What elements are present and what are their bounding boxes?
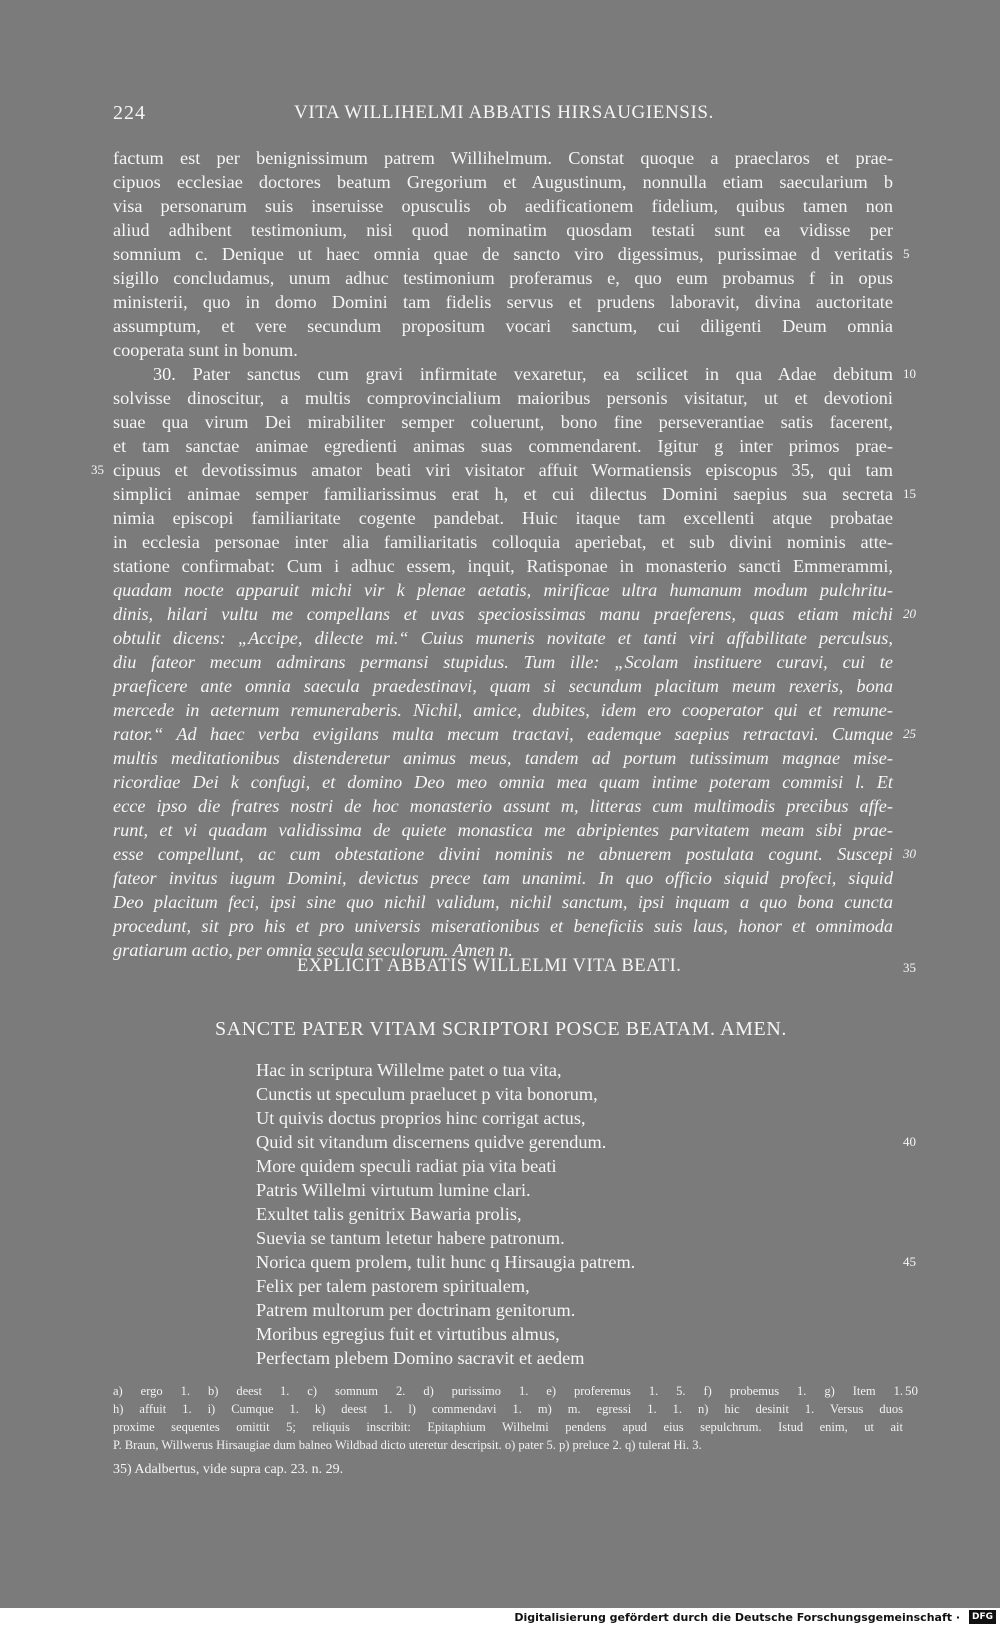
verse-text: Suevia se tantum letetur habere patronum.: [256, 1228, 565, 1248]
line-text: cipuus et devotissimus amator beati viri visitator affuit Wormatiensis episcopus 35, qui tam: [113, 460, 893, 480]
verse-text: Patris Willelmi virtutum lumine clari.: [256, 1180, 531, 1200]
text-line: [113, 890, 893, 914]
verse-text: Quid sit vitandum discernens quidve gerendum.: [256, 1132, 607, 1152]
line-text: praeficere ante omnia saecula praedestinavi, quam si secundum placitum meum rexeris, bona: [113, 676, 893, 696]
line-text: nimia episcopi familiaritate cogente pandebat. Huic itaque tam excellenti atque probatae: [113, 508, 893, 528]
line-text: Deo placitum feci, ipsi sine quo nichil validum, nichil sanctum, ipsi inquam a quo bona cuncta: [113, 892, 893, 912]
dfg-logo: DFG: [969, 1610, 996, 1624]
text-line: [113, 602, 916, 626]
line-text: assumptum, et vere secundum propositum vocari sanctum, cui diligenti Deum omnia: [113, 316, 893, 336]
line-text: cooperata sunt in bonum.: [113, 340, 298, 360]
line-number: 40: [903, 1134, 916, 1149]
verse-line: [256, 1322, 896, 1346]
text-line: [113, 194, 893, 218]
text-line: [113, 314, 893, 338]
line-text: solvisse dinoscitur, a multis comprovincialium maioribus personis visitatur, ut et devotioni: [113, 388, 893, 408]
line-text: mercede in aeternum remuneraberis. Nichil, amice, dubites, idem ero cooperator qui et remune-: [113, 700, 893, 720]
line-text: ricordiae Dei k confugi, et domino Deo meo omnia mea quam intime poteram commisi l. Et: [113, 772, 893, 792]
critical-apparatus: [113, 1382, 918, 1454]
apparatus-text: P. Braun, Willwerus Hirsaugiae dum balneo Wildbad dicto uteretur descripsit. o) pater 5. p) preluce 2. q) tulerat Hi. 3.: [113, 1438, 702, 1452]
line-text: rator.“ Ad haec verba evigilans multa mecum tractavi, eademque saepius retractavi. Cumque: [113, 724, 893, 744]
line-text: statione confirmabat: Cum i adhuc essem, inquit, Ratisponae in monasterio sancti Emmerammi,: [113, 556, 893, 576]
verse-text: More quidem speculi radiat pia vita beati: [256, 1156, 557, 1176]
text-line: [113, 554, 893, 578]
text-line: [91, 458, 893, 482]
text-line: [113, 626, 893, 650]
line-number: 50: [905, 1383, 918, 1398]
text-line: [113, 578, 893, 602]
apparatus-text: a) ergo 1. b) deest 1. c) somnum 2. d) purissimo 1. e) proferemus 1. 5. f) probemus 1. g) Item 1.: [113, 1384, 903, 1398]
text-line: [113, 146, 893, 170]
explicit-line: EXPLICIT ABBATIS WILLELMI VITA BEATI.: [297, 956, 682, 976]
line-text: multis meditationibus distenderetur animus meus, tandem ad portum tutissimum magnae mise-: [113, 748, 893, 768]
line-number: 35: [903, 960, 916, 975]
line-text: cipuos ecclesiae doctores beatum Gregorium et Augustinum, nonnulla etiam saecularium b: [113, 172, 893, 192]
text-line: [113, 722, 916, 746]
line-number: 20: [903, 606, 916, 621]
verse-line: [256, 1346, 896, 1370]
apparatus-line: [113, 1436, 903, 1454]
margin-number: 35: [91, 462, 104, 477]
line-text: et tam sanctae animae egredienti animas suas commendarent. Igitur g inter primos prae-: [113, 436, 893, 456]
line-text: obtulit dicens: „Accipe, dilecte mi.“ Cuius muneris novitate et tanti viri affabilitate perculsus,: [113, 628, 893, 648]
verse-text: Exultet talis genitrix Bawaria prolis,: [256, 1204, 522, 1224]
verse-text: Felix per talem pastorem spiritualem,: [256, 1276, 530, 1296]
text-line: [113, 530, 893, 554]
line-text: dinis, hilari vultu me compellans et uvas speciosissimas manu praeferens, quas etiam michi: [113, 604, 893, 624]
line-text: quadam nocte apparuit michi vir k plenae aetatis, mirificae ultra humanum modum pulchritu-: [113, 580, 893, 600]
line-number: 25: [903, 726, 916, 741]
text-line: [113, 362, 916, 386]
text-line: [113, 506, 893, 530]
line-text: esse compellunt, ac cum obtestatione divini nominis ne abnuerem postulata cogunt. Suscepi: [113, 844, 893, 864]
line-text: aliud adhibent testimonium, nisi quod nominatim quosdam testati sunt ea vidisse per: [113, 220, 893, 240]
verse-line: [256, 1106, 896, 1130]
page-header: [0, 102, 1000, 130]
line-text: simplici animae semper familiarissimus erat h, et cui dilectus Domini saepius sua secreta: [113, 484, 893, 504]
text-line: [113, 290, 893, 314]
text-line: [113, 746, 893, 770]
text-line: [113, 818, 893, 842]
verse-line: [256, 1274, 896, 1298]
text-line: [113, 914, 893, 938]
verse-text: Cunctis ut speculum praelucet p vita bonorum,: [256, 1084, 598, 1104]
funding-notice: Digitalisierung gefördert durch die Deutsche Forschungsgemeinschaft ·: [514, 1611, 960, 1624]
text-line: [113, 410, 893, 434]
line-text: fateor invitus iugum Domini, devictus prece tam unanimi. In quo officio siquid profeci, siquid: [113, 868, 893, 888]
line-text: in ecclesia personae inter alia familiaritatis colloquia aperiebat, et sub divini nominis atte-: [113, 532, 893, 552]
page-number: 224: [113, 102, 146, 124]
line-text: 30. Pater sanctus cum gravi infirmitate vexaretur, ea scilicet in qua Adae debitum: [153, 364, 893, 384]
line-number: 10: [903, 366, 916, 381]
text-line: [113, 698, 893, 722]
line-text: visa personarum suis inseruisse opusculis ob aedificationem fidelium, quibus tamen non: [113, 196, 893, 216]
verse-text: Patrem multorum per doctrinam genitorum.: [256, 1300, 576, 1320]
text-line: [113, 266, 893, 290]
line-text: diu fateor mecum admirans permansi stupidus. Tum ille: „Scolam instituere curavi, cui te: [113, 652, 893, 672]
text-line: [113, 842, 916, 866]
verse-line: [256, 1058, 896, 1082]
text-line: [113, 170, 893, 194]
text-line: [113, 674, 893, 698]
verse-line: [256, 1202, 896, 1226]
line-text: gratiarum actio, per omnia secula seculorum. Amen n.: [113, 940, 513, 960]
verse-line: [256, 1130, 916, 1154]
line-text: factum est per benignissimum patrem Willihelmum. Constat quoque a praeclaros et prae-: [113, 148, 893, 168]
verse-line: [256, 1250, 916, 1274]
verse-line: [256, 1178, 896, 1202]
text-line: [113, 770, 893, 794]
verse-block: [256, 1058, 916, 1370]
line-text: procedunt, sit pro his et pro universis miserationibus et beneficiis suis laus, honor et omnimoda: [113, 916, 893, 936]
section-title: SANCTE PATER VITAM SCRIPTORI POSCE BEATAM. AMEN.: [215, 1018, 787, 1040]
text-line: [113, 218, 893, 242]
text-line: [113, 386, 893, 410]
footnote: 35) Adalbertus, vide supra cap. 23. n. 29.: [113, 1462, 344, 1477]
verse-text: Perfectam plebem Domino sacravit et aedem: [256, 1348, 585, 1368]
verse-text: Hac in scriptura Willelme patet o tua vita,: [256, 1060, 562, 1080]
apparatus-line: [113, 1418, 903, 1436]
line-text: sigillo concludamus, unum adhuc testimonium proferamus e, quo eum probamus f in opus: [113, 268, 893, 288]
running-title: VITA WILLIHELMI ABBATIS HIRSAUGIENSIS.: [294, 102, 714, 123]
verse-text: Moribus egregius fuit et virtutibus almus,: [256, 1324, 560, 1344]
text-line: [113, 338, 893, 362]
text-line: [113, 866, 893, 890]
line-text: somnium c. Denique ut haec omnia quae de sancto viro digessimus, purissimae d veritatis: [113, 244, 893, 264]
line-number: 15: [903, 486, 916, 501]
verse-text: Norica quem prolem, tulit hunc q Hirsaugia patrem.: [256, 1252, 636, 1272]
apparatus-text: h) affuit 1. i) Cumque 1. k) deest 1. l) commendavi 1. m) m. egressi 1. 1. n) hic desinit 1. Versus duos: [113, 1402, 903, 1416]
text-line: [113, 650, 893, 674]
main-text: [91, 146, 916, 962]
text-line: [113, 794, 893, 818]
text-line: [113, 434, 893, 458]
line-number: 30: [903, 846, 916, 861]
apparatus-line: [113, 1400, 903, 1418]
line-text: runt, et vi quadam validissima de quiete monastica me abripientes parvitatem meam sibi prae-: [113, 820, 893, 840]
verse-line: [256, 1082, 896, 1106]
line-text: ecce ipso die fratres nostri de hoc monasterio assunt m, litteras cum multimodis precibus affe-: [113, 796, 893, 816]
verse-line: [256, 1154, 896, 1178]
line-text: ministerii, quo in domo Domini tam fidelis servus et prudens laboravit, divina auctoritate: [113, 292, 893, 312]
verse-line: [256, 1226, 896, 1250]
text-line: [113, 242, 910, 266]
verse-text: Ut quivis doctus proprios hinc corrigat actus,: [256, 1108, 586, 1128]
apparatus-line: [113, 1382, 918, 1400]
line-number: 5: [903, 246, 910, 261]
footer-bar: [0, 1608, 1000, 1629]
apparatus-text: proxime sequentes omittit 5; reliquis inscribit: Epitaphium Wilhelmi pendens apud eius sepulchrum. Istud enim, ut ait: [113, 1420, 903, 1434]
verse-line: [256, 1298, 896, 1322]
line-number: 45: [903, 1254, 916, 1269]
line-text: suae qua virum Dei mirabiliter semper coluerunt, bono fine perseverantiae satis facerent,: [113, 412, 893, 432]
text-line: [113, 482, 916, 506]
